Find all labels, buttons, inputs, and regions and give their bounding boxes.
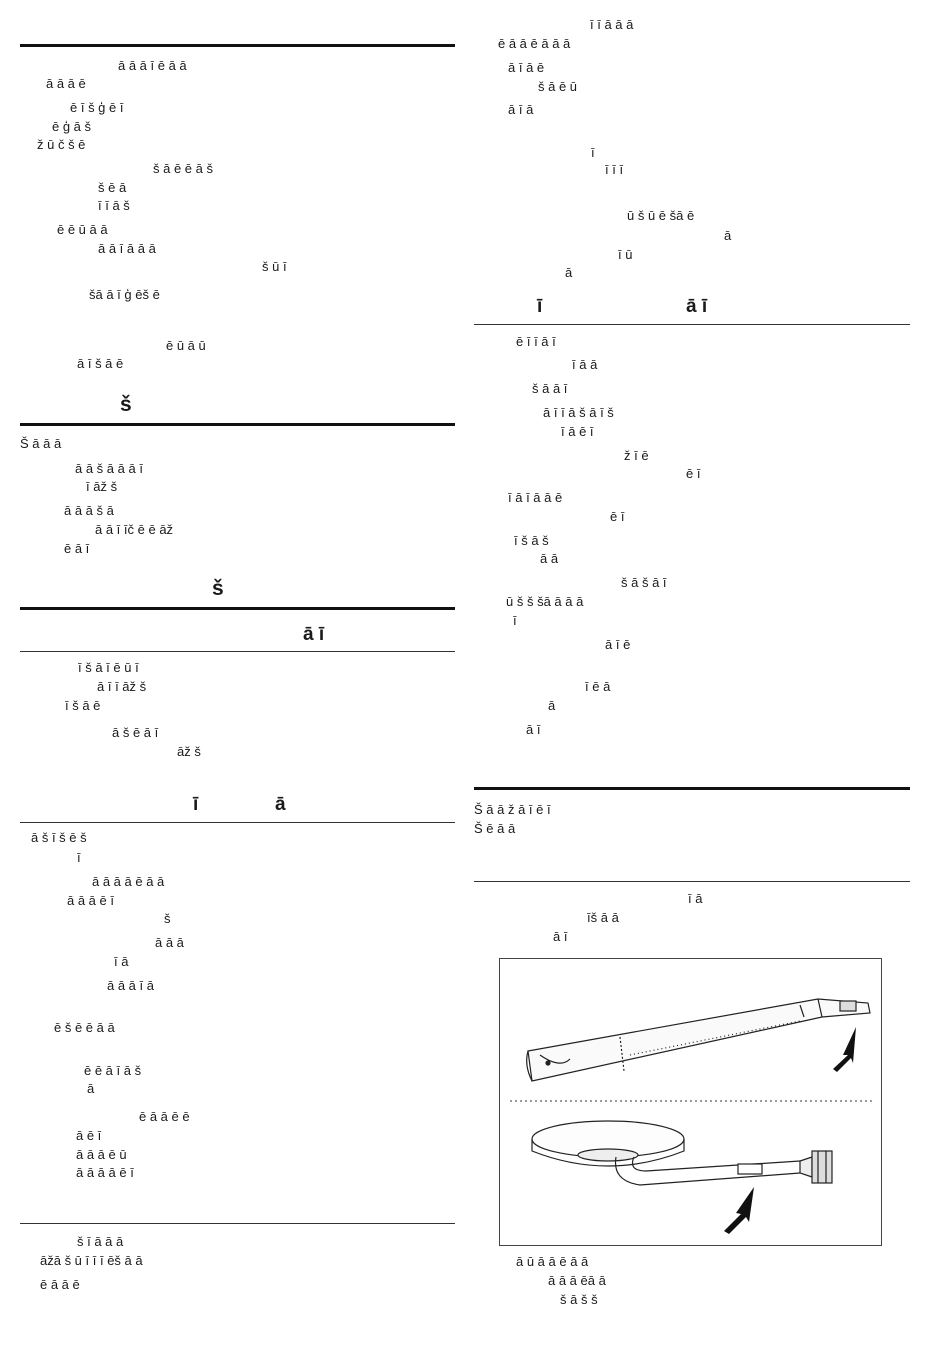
text-line: ā ā ā ē ī: [67, 893, 114, 908]
text-line: ā ā š ā ā ā ī: [75, 461, 143, 476]
text-line: ā ī ī āž š: [97, 679, 147, 694]
text-line: šā ā ī ģ ēš ē: [89, 287, 160, 302]
section-rule: [20, 607, 455, 610]
text-line: š ā ē ē ā š: [153, 161, 213, 176]
text-line: ā ī ī ā š ā ī š: [543, 405, 614, 420]
tube-burner: [527, 999, 870, 1081]
text-line: ē ā ā ē ē: [139, 1109, 190, 1124]
text-line: ā ā ā ēā ā: [548, 1273, 606, 1288]
text-line: ē ī: [610, 509, 625, 524]
text-line: ī āž š: [86, 479, 118, 494]
text-line: ā ī: [553, 929, 568, 944]
subsection-rule: [20, 822, 455, 823]
text-line: ā ī š ā ē: [77, 356, 124, 371]
text-line: ī ā ī ā ā ē: [508, 490, 563, 505]
text-line: ī ū: [618, 247, 633, 262]
text-line: ā ī: [526, 722, 541, 737]
subsection-rule: [20, 651, 455, 652]
text-line: Š ē ā ā: [474, 821, 516, 836]
text-line: š ā š š: [560, 1292, 598, 1307]
burner-illustration: [500, 959, 883, 1247]
subsection-heading: ā: [275, 794, 286, 815]
text-line: āž š: [177, 744, 201, 759]
section-rule: [20, 423, 455, 426]
text-line: š ā š ā ī: [621, 575, 667, 590]
section-heading: š: [120, 393, 132, 416]
text-line: ī ā: [688, 891, 703, 906]
text-line: ā ī ā: [508, 102, 534, 117]
text-line: ā ā ā ē ū: [76, 1147, 127, 1162]
text-line: š ē ā: [98, 180, 127, 195]
text-line: ē ē ā ī ā š: [84, 1063, 142, 1078]
text-line: ī ā: [114, 954, 129, 969]
subsection-heading: ā ī: [303, 624, 325, 645]
text-line: ē ī: [686, 466, 701, 481]
subsection-heading: ī: [193, 794, 199, 815]
text-line: ū š š šā ā ā ā: [506, 594, 584, 609]
text-line: ā ā ī ā ā ā: [98, 241, 156, 256]
text-line: ā ā ā ī ā: [107, 978, 154, 993]
text-line: ž ū č š ē: [37, 137, 86, 152]
text-line: ī ā ē ī: [561, 424, 594, 439]
text-line: ē ā ā ē: [40, 1277, 80, 1292]
text-line: ā: [87, 1081, 95, 1096]
burner-figure: [499, 958, 882, 1246]
text-line: ī ī ā š: [98, 198, 130, 213]
text-line: š ā ā ī: [532, 381, 568, 396]
text-line: ā ū ā ā ē ā ā: [516, 1254, 589, 1269]
subsection-rule: [474, 881, 910, 882]
text-line: Š ā ā ž ā ī ē ī: [474, 802, 551, 817]
text-line: āžā š ū ī ī ī ēš ā ā: [40, 1253, 143, 1268]
text-line: ē ē ū ā ā: [57, 222, 108, 237]
text-line: š ī ā ā ā: [77, 1234, 124, 1249]
section-heading: š: [212, 577, 224, 600]
text-line: ā: [565, 265, 573, 280]
text-line: ā ē ī: [76, 1128, 102, 1143]
subsection-rule: [20, 1223, 455, 1224]
text-line: ē ī š ģ ē ī: [70, 100, 124, 115]
text-line: ā ā ā ē: [46, 76, 86, 91]
text-line: īš ā ā: [587, 910, 619, 925]
text-line: ā ā ā ā ē ā ā: [92, 874, 165, 889]
text-line: ā ī ē: [605, 637, 631, 652]
text-line: ā: [548, 698, 556, 713]
text-line: ī š ā š: [514, 533, 549, 548]
subsection-heading: ā ī: [686, 296, 708, 317]
text-line: ā: [724, 228, 732, 243]
text-line: ā ā: [540, 551, 559, 566]
text-line: ī: [513, 613, 517, 628]
text-line: š ū ī: [262, 259, 287, 274]
arrow-icon: [724, 1187, 754, 1234]
text-line: ē ā ā ē ā ā ā: [498, 36, 571, 51]
text-line: ā ā ā: [155, 935, 184, 950]
text-line: ī ē ā: [585, 679, 611, 694]
text-line: ā ā ā š ā: [64, 503, 114, 518]
text-line: ē ģ ā š: [52, 119, 92, 134]
arrow-icon: [833, 1027, 856, 1072]
round-burner: [532, 1121, 832, 1185]
text-line: š ā ē ū: [538, 79, 578, 94]
subsection-heading: ī: [537, 296, 543, 317]
text-line: ā ā ā ā ē ī: [76, 1165, 134, 1180]
text-line: ū š ū ē šā ē: [627, 208, 695, 223]
subsection-rule: [474, 324, 910, 325]
text-line: ā ā ī īč ē ē āž: [95, 522, 174, 537]
text-line: ī š ā ē: [65, 698, 101, 713]
text-line: ī ā ā: [572, 357, 598, 372]
text-line: ē ī ī ā ī: [516, 334, 556, 349]
text-line: ā ī ā ē: [508, 60, 545, 75]
text-line: ī: [77, 850, 81, 865]
text-line: ā š ī š ē š: [31, 830, 87, 845]
text-line: ē ū ā ū: [166, 338, 206, 353]
text-line: ī š ā ī ē ū ī: [78, 660, 139, 675]
top-rule-left: [20, 44, 455, 47]
text-line: ā ā ā ī ē ā ā: [118, 58, 187, 73]
text-line: ā š ē ā ī: [112, 725, 159, 740]
section-rule: [474, 787, 910, 790]
text-line: ē š ē ē ā ā: [54, 1020, 115, 1035]
text-line: ī: [591, 145, 595, 160]
text-line: ž ī ē: [624, 448, 649, 463]
text-line: ē ā ī: [64, 541, 90, 556]
text-line: ī ī ī: [605, 162, 624, 177]
text-line: š: [164, 911, 171, 926]
text-line: Š ā ā ā: [20, 436, 62, 451]
text-line: ī ī ā ā ā: [590, 17, 634, 32]
